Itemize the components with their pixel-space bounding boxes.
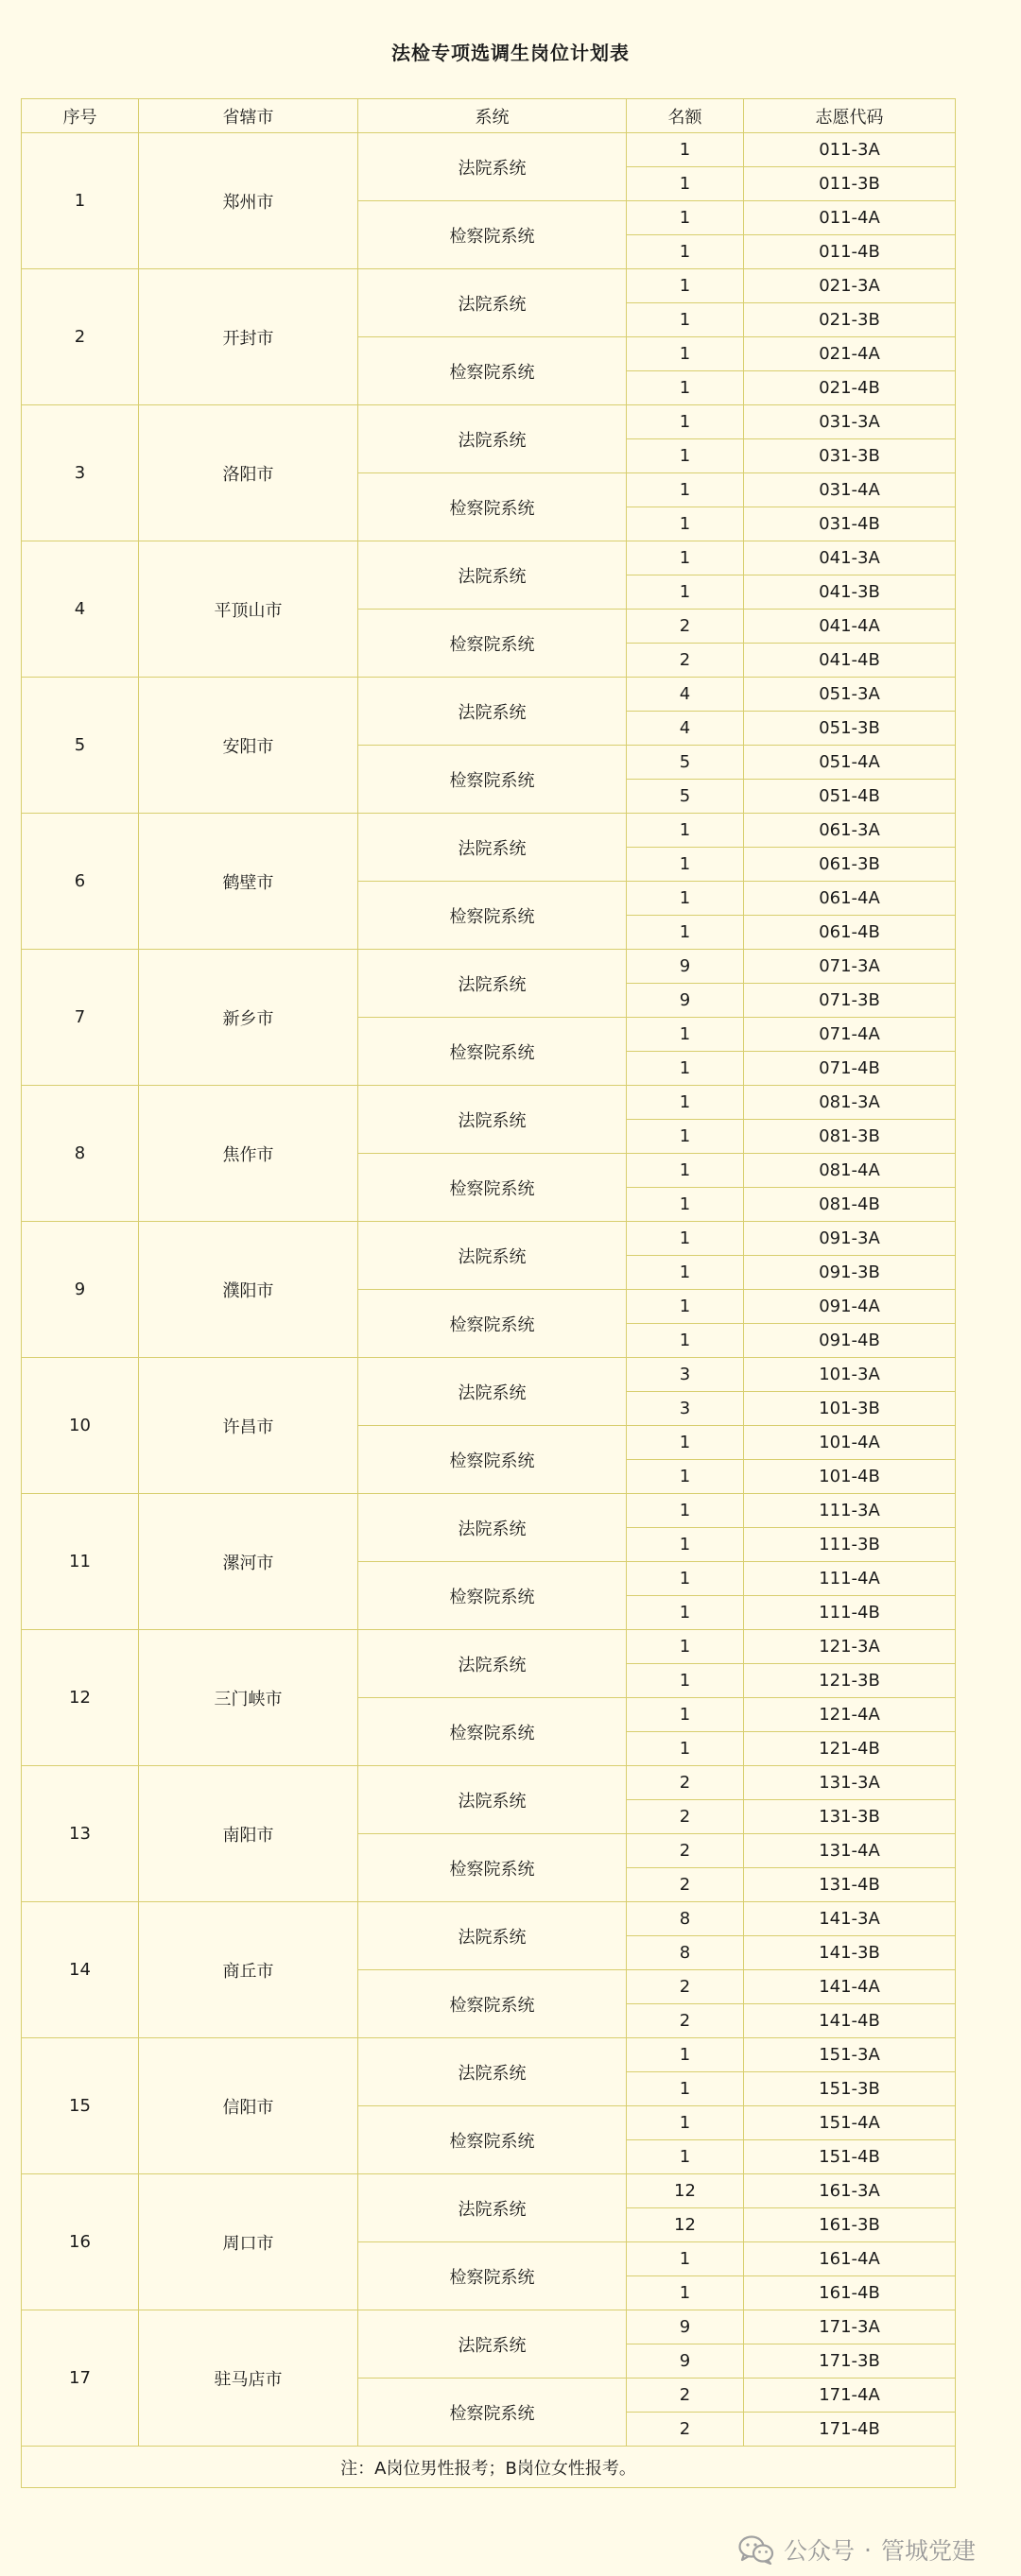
page-title: 法检专项选调生岗位计划表 <box>391 42 630 64</box>
row-code: 051-4A <box>744 746 956 780</box>
row-city: 开封市 <box>139 269 358 405</box>
row-code: 111-4A <box>744 1562 956 1596</box>
row-code: 111-3B <box>744 1528 956 1562</box>
row-code: 031-3A <box>744 405 956 439</box>
row-seq: 1 <box>22 133 139 269</box>
table-row <box>22 1902 956 1936</box>
row-city: 郑州市 <box>139 133 358 269</box>
row-quota: 1 <box>627 1120 744 1154</box>
row-code: 121-3B <box>744 1664 956 1698</box>
row-code: 041-4B <box>744 644 956 678</box>
row-system-court: 法院系统 <box>358 1766 627 1834</box>
row-seq: 10 <box>22 1358 139 1494</box>
row-quota: 1 <box>627 2038 744 2072</box>
row-code: 091-4A <box>744 1290 956 1324</box>
row-seq: 15 <box>22 2038 139 2174</box>
row-code: 161-3A <box>744 2174 956 2208</box>
row-quota: 1 <box>627 201 744 235</box>
header-code: 志愿代码 <box>744 99 956 133</box>
row-quota: 1 <box>627 1290 744 1324</box>
row-quota: 1 <box>627 1732 744 1766</box>
row-quota: 2 <box>627 1834 744 1868</box>
row-city: 焦作市 <box>139 1086 358 1222</box>
row-quota: 9 <box>627 2344 744 2379</box>
row-quota: 1 <box>627 1460 744 1494</box>
row-code: 171-4B <box>744 2413 956 2447</box>
row-seq: 5 <box>22 678 139 814</box>
row-quota: 9 <box>627 984 744 1018</box>
row-code: 141-3A <box>744 1902 956 1936</box>
row-quota: 2 <box>627 1766 744 1800</box>
row-seq: 16 <box>22 2174 139 2310</box>
row-system-procuratorate: 检察院系统 <box>358 1834 627 1902</box>
row-code: 011-3B <box>744 167 956 201</box>
row-code: 141-4B <box>744 2004 956 2038</box>
row-quota: 1 <box>627 269 744 303</box>
row-quota: 1 <box>627 541 744 575</box>
row-code: 101-3B <box>744 1392 956 1426</box>
row-code: 021-4A <box>744 337 956 371</box>
row-code: 131-3A <box>744 1766 956 1800</box>
row-seq: 8 <box>22 1086 139 1222</box>
row-quota: 2 <box>627 2004 744 2038</box>
row-quota: 1 <box>627 2242 744 2276</box>
row-quota: 4 <box>627 678 744 712</box>
row-code: 161-3B <box>744 2208 956 2242</box>
row-code: 151-3B <box>744 2072 956 2106</box>
table-header-row <box>22 99 956 133</box>
row-quota: 1 <box>627 405 744 439</box>
row-city: 三门峡市 <box>139 1630 358 1766</box>
row-system-court: 法院系统 <box>358 1086 627 1154</box>
row-code: 121-4B <box>744 1732 956 1766</box>
row-code: 061-3B <box>744 848 956 882</box>
row-code: 031-4B <box>744 507 956 541</box>
row-system-court: 法院系统 <box>358 1902 627 1970</box>
row-quota: 1 <box>627 1426 744 1460</box>
wechat-icon <box>738 2534 774 2565</box>
row-system-procuratorate: 检察院系统 <box>358 1290 627 1358</box>
table-row <box>22 405 956 439</box>
account-watermark <box>738 2531 976 2568</box>
row-system-procuratorate: 检察院系统 <box>358 2379 627 2447</box>
row-quota: 8 <box>627 1902 744 1936</box>
row-quota: 1 <box>627 848 744 882</box>
row-code: 061-4A <box>744 882 956 916</box>
table-note: 注：A岗位男性报考；B岗位女性报考。 <box>22 2447 956 2488</box>
row-system-court: 法院系统 <box>358 1222 627 1290</box>
row-quota: 1 <box>627 916 744 950</box>
table-row <box>22 1086 956 1120</box>
row-code: 101-4A <box>744 1426 956 1460</box>
row-city: 平顶山市 <box>139 541 358 678</box>
row-seq: 3 <box>22 405 139 541</box>
row-quota: 1 <box>627 2140 744 2174</box>
row-city: 濮阳市 <box>139 1222 358 1358</box>
row-code: 161-4A <box>744 2242 956 2276</box>
watermark-separator: · <box>864 2535 872 2564</box>
row-seq: 9 <box>22 1222 139 1358</box>
row-code: 031-3B <box>744 439 956 473</box>
row-city: 南阳市 <box>139 1766 358 1902</box>
row-city: 商丘市 <box>139 1902 358 2038</box>
row-code: 011-4B <box>744 235 956 269</box>
row-city: 许昌市 <box>139 1358 358 1494</box>
row-seq: 2 <box>22 269 139 405</box>
row-seq: 4 <box>22 541 139 678</box>
row-quota: 9 <box>627 2310 744 2344</box>
row-quota: 2 <box>627 1868 744 1902</box>
row-quota: 1 <box>627 814 744 848</box>
row-city: 新乡市 <box>139 950 358 1086</box>
row-quota: 1 <box>627 133 744 167</box>
row-quota: 1 <box>627 439 744 473</box>
row-code: 021-4B <box>744 371 956 405</box>
row-city: 鹤壁市 <box>139 814 358 950</box>
row-quota: 1 <box>627 167 744 201</box>
row-system-procuratorate: 检察院系统 <box>358 882 627 950</box>
row-system-court: 法院系统 <box>358 814 627 882</box>
row-code: 141-3B <box>744 1936 956 1970</box>
row-quota: 1 <box>627 1664 744 1698</box>
row-quota: 2 <box>627 610 744 644</box>
row-code: 051-3A <box>744 678 956 712</box>
row-code: 091-4B <box>744 1324 956 1358</box>
row-seq: 6 <box>22 814 139 950</box>
note-row <box>22 2447 956 2488</box>
row-quota: 1 <box>627 507 744 541</box>
row-code: 131-4A <box>744 1834 956 1868</box>
row-code: 091-3A <box>744 1222 956 1256</box>
row-quota: 1 <box>627 1698 744 1732</box>
row-system-procuratorate: 检察院系统 <box>358 337 627 405</box>
row-quota: 1 <box>627 371 744 405</box>
row-code: 031-4A <box>744 473 956 507</box>
row-code: 061-3A <box>744 814 956 848</box>
row-code: 101-3A <box>744 1358 956 1392</box>
row-code: 121-4A <box>744 1698 956 1732</box>
row-code: 111-4B <box>744 1596 956 1630</box>
row-system-procuratorate: 检察院系统 <box>358 1562 627 1630</box>
row-quota: 5 <box>627 746 744 780</box>
row-code: 131-3B <box>744 1800 956 1834</box>
row-quota: 1 <box>627 1494 744 1528</box>
row-system-procuratorate: 检察院系统 <box>358 1970 627 2038</box>
row-system-procuratorate: 检察院系统 <box>358 1018 627 1086</box>
row-quota: 3 <box>627 1392 744 1426</box>
row-code: 051-4B <box>744 780 956 814</box>
row-quota: 1 <box>627 2276 744 2310</box>
table-row <box>22 269 956 303</box>
row-code: 011-4A <box>744 201 956 235</box>
table-row <box>22 2310 956 2344</box>
row-code: 071-3A <box>744 950 956 984</box>
row-seq: 14 <box>22 1902 139 2038</box>
row-system-court: 法院系统 <box>358 2038 627 2106</box>
table-row <box>22 814 956 848</box>
row-code: 041-4A <box>744 610 956 644</box>
row-code: 171-3A <box>744 2310 956 2344</box>
row-quota: 8 <box>627 1936 744 1970</box>
row-city: 漯河市 <box>139 1494 358 1630</box>
header-city: 省辖市 <box>139 99 358 133</box>
row-system-procuratorate: 检察院系统 <box>358 2106 627 2174</box>
row-quota: 12 <box>627 2174 744 2208</box>
row-quota: 1 <box>627 1596 744 1630</box>
row-code: 061-4B <box>744 916 956 950</box>
table-row <box>22 1222 956 1256</box>
row-system-procuratorate: 检察院系统 <box>358 2242 627 2310</box>
row-quota: 2 <box>627 644 744 678</box>
row-code: 111-3A <box>744 1494 956 1528</box>
row-code: 081-3A <box>744 1086 956 1120</box>
row-code: 041-3B <box>744 575 956 610</box>
row-quota: 1 <box>627 1052 744 1086</box>
row-system-court: 法院系统 <box>358 950 627 1018</box>
table-row <box>22 2038 956 2072</box>
row-quota: 1 <box>627 1018 744 1052</box>
table-row <box>22 1494 956 1528</box>
row-code: 021-3B <box>744 303 956 337</box>
row-quota: 1 <box>627 575 744 610</box>
watermark-account-label: 公众号 <box>784 2537 856 2565</box>
row-code: 071-4A <box>744 1018 956 1052</box>
row-code: 121-3A <box>744 1630 956 1664</box>
row-system-procuratorate: 检察院系统 <box>358 746 627 814</box>
row-quota: 1 <box>627 1086 744 1120</box>
row-quota: 1 <box>627 2106 744 2140</box>
row-system-procuratorate: 检察院系统 <box>358 201 627 269</box>
row-quota: 9 <box>627 950 744 984</box>
row-code: 101-4B <box>744 1460 956 1494</box>
row-code: 071-3B <box>744 984 956 1018</box>
post-plan-table <box>21 98 956 2488</box>
row-system-procuratorate: 检察院系统 <box>358 473 627 541</box>
row-quota: 1 <box>627 1222 744 1256</box>
row-code: 141-4A <box>744 1970 956 2004</box>
row-quota: 1 <box>627 1324 744 1358</box>
row-city: 驻马店市 <box>139 2310 358 2447</box>
row-quota: 1 <box>627 235 744 269</box>
row-quota: 2 <box>627 2379 744 2413</box>
row-quota: 1 <box>627 1630 744 1664</box>
row-city: 信阳市 <box>139 2038 358 2174</box>
table-row <box>22 541 956 575</box>
row-quota: 1 <box>627 303 744 337</box>
row-quota: 1 <box>627 1528 744 1562</box>
row-code: 131-4B <box>744 1868 956 1902</box>
row-quota: 12 <box>627 2208 744 2242</box>
row-quota: 1 <box>627 882 744 916</box>
row-code: 151-4A <box>744 2106 956 2140</box>
table-row <box>22 678 956 712</box>
row-code: 151-4B <box>744 2140 956 2174</box>
row-quota: 2 <box>627 1800 744 1834</box>
row-code: 081-4B <box>744 1188 956 1222</box>
row-quota: 1 <box>627 1256 744 1290</box>
row-system-procuratorate: 检察院系统 <box>358 1154 627 1222</box>
header-system: 系统 <box>358 99 627 133</box>
row-city: 安阳市 <box>139 678 358 814</box>
row-system-procuratorate: 检察院系统 <box>358 1698 627 1766</box>
table-body <box>22 133 956 2447</box>
watermark-account-name: 管城党建 <box>880 2537 976 2565</box>
row-system-court: 法院系统 <box>358 2310 627 2379</box>
row-system-court: 法院系统 <box>358 405 627 473</box>
row-system-procuratorate: 检察院系统 <box>358 610 627 678</box>
row-quota: 1 <box>627 1154 744 1188</box>
row-code: 081-4A <box>744 1154 956 1188</box>
row-code: 091-3B <box>744 1256 956 1290</box>
row-code: 081-3B <box>744 1120 956 1154</box>
row-code: 021-3A <box>744 269 956 303</box>
row-quota: 3 <box>627 1358 744 1392</box>
table-row <box>22 133 956 167</box>
table-row <box>22 2174 956 2208</box>
row-quota: 2 <box>627 2413 744 2447</box>
row-system-court: 法院系统 <box>358 269 627 337</box>
row-seq: 11 <box>22 1494 139 1630</box>
row-quota: 1 <box>627 2072 744 2106</box>
row-quota: 1 <box>627 1188 744 1222</box>
row-code: 041-3A <box>744 541 956 575</box>
row-code: 171-3B <box>744 2344 956 2379</box>
row-code: 161-4B <box>744 2276 956 2310</box>
table-row <box>22 1766 956 1800</box>
row-system-court: 法院系统 <box>358 678 627 746</box>
row-system-court: 法院系统 <box>358 1494 627 1562</box>
row-seq: 12 <box>22 1630 139 1766</box>
row-system-procuratorate: 检察院系统 <box>358 1426 627 1494</box>
row-seq: 7 <box>22 950 139 1086</box>
row-quota: 4 <box>627 712 744 746</box>
header-quota: 名额 <box>627 99 744 133</box>
row-code: 051-3B <box>744 712 956 746</box>
row-code: 151-3A <box>744 2038 956 2072</box>
row-code: 171-4A <box>744 2379 956 2413</box>
table-row <box>22 950 956 984</box>
row-city: 洛阳市 <box>139 405 358 541</box>
row-quota: 1 <box>627 337 744 371</box>
row-code: 071-4B <box>744 1052 956 1086</box>
table-row <box>22 1630 956 1664</box>
row-city: 周口市 <box>139 2174 358 2310</box>
header-seq: 序号 <box>22 99 139 133</box>
row-code: 011-3A <box>744 133 956 167</box>
row-system-court: 法院系统 <box>358 541 627 610</box>
row-system-court: 法院系统 <box>358 1358 627 1426</box>
row-quota: 2 <box>627 1970 744 2004</box>
row-system-court: 法院系统 <box>358 1630 627 1698</box>
table-row <box>22 1358 956 1392</box>
row-quota: 5 <box>627 780 744 814</box>
row-quota: 1 <box>627 1562 744 1596</box>
row-seq: 13 <box>22 1766 139 1902</box>
row-system-court: 法院系统 <box>358 2174 627 2242</box>
row-system-court: 法院系统 <box>358 133 627 201</box>
row-quota: 1 <box>627 473 744 507</box>
row-seq: 17 <box>22 2310 139 2447</box>
